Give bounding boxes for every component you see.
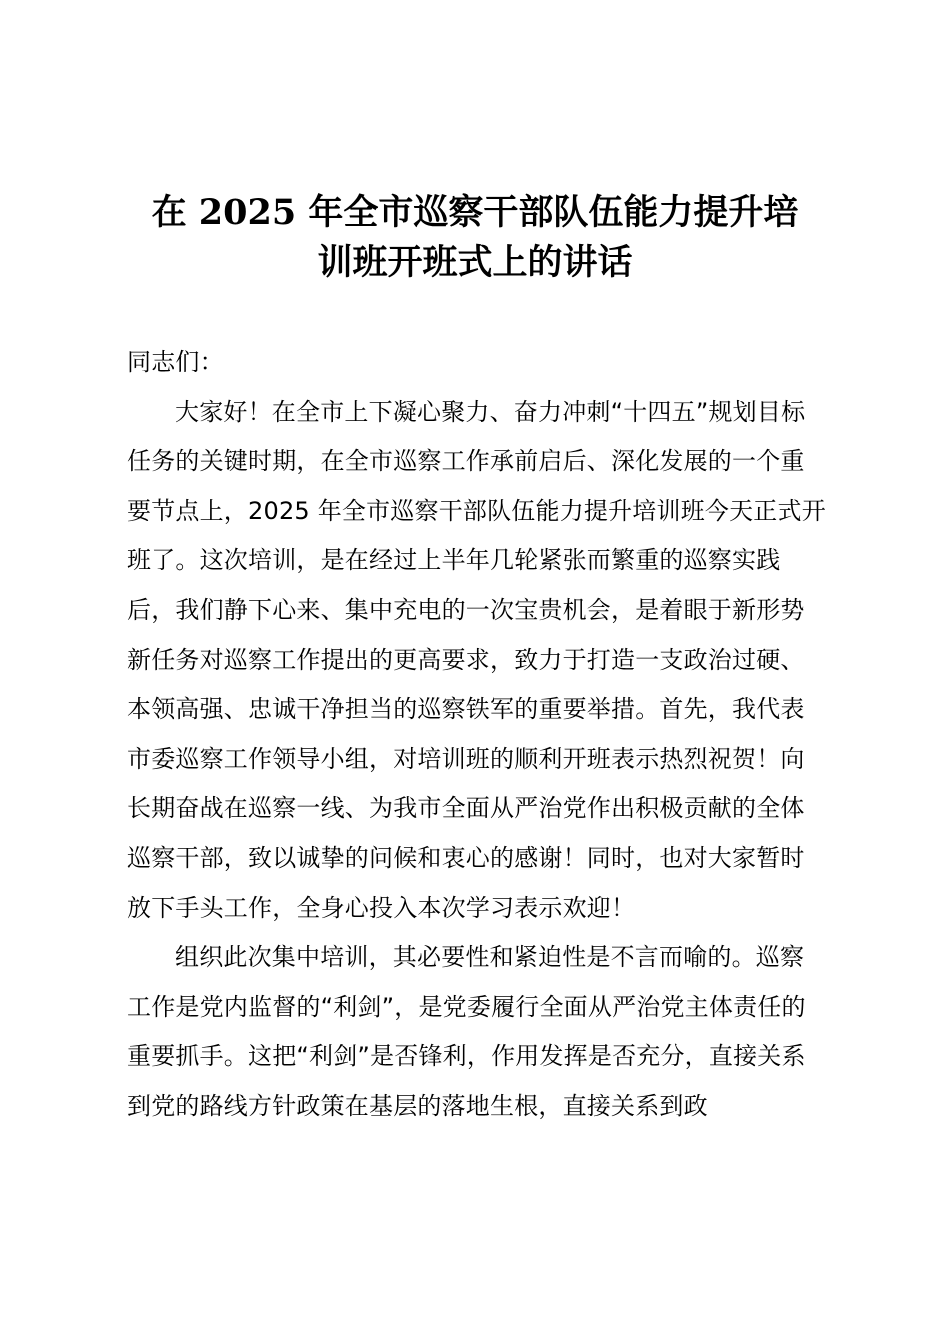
document-body xyxy=(127,338,827,1132)
document-title xyxy=(100,188,850,288)
title-line-2: 训班开班式上的讲话 xyxy=(317,242,633,283)
title-line-1: 在 2025 年全市巡察干部队伍能力提升培 xyxy=(151,192,799,233)
paragraph-1: 大家好！在全市上下凝心聚力、奋力冲刺“十四五”规划目标任务的关键时期，在全市巡察工作承前启后、深化发展的一个重要节点上，2025 年全市巡察干部队伍能力提升培训班今天正式开班了。这次培训，是在经过上半年几轮紧张而繁重的巡察实践后，我们静下心来、集中充电的一次宝贵机会，是着眼于新形势新任务对巡察工作提出的更高要求，致力于打造一支政治过硬、本领高强、忠诚干净担当的巡察铁军的重要举措。首先，我代表市委巡察工作领导小组，对培训班的顺利开班表示热烈祝贺！向长期奋战在巡察一线、为我市全面从严治党作出积极贡献的全体巡察干部，致以诚挚的问候和衷心的感谢！同时，也对大家暂时放下手头工作，全身心投入本次学习表示欢迎！ xyxy=(127,397,826,922)
salutation: 同志们： xyxy=(127,348,224,376)
paragraph-2: 组织此次集中培训，其必要性和紧迫性是不言而喻的。巡察工作是党内监督的“利剑”，是党委履行全面从严治党主体责任的重要抓手。这把“利剑”是否锋利，作用发挥是否充分，直接关系到党的路线方针政策在基层的落地生根，直接关系到政 xyxy=(127,943,806,1120)
